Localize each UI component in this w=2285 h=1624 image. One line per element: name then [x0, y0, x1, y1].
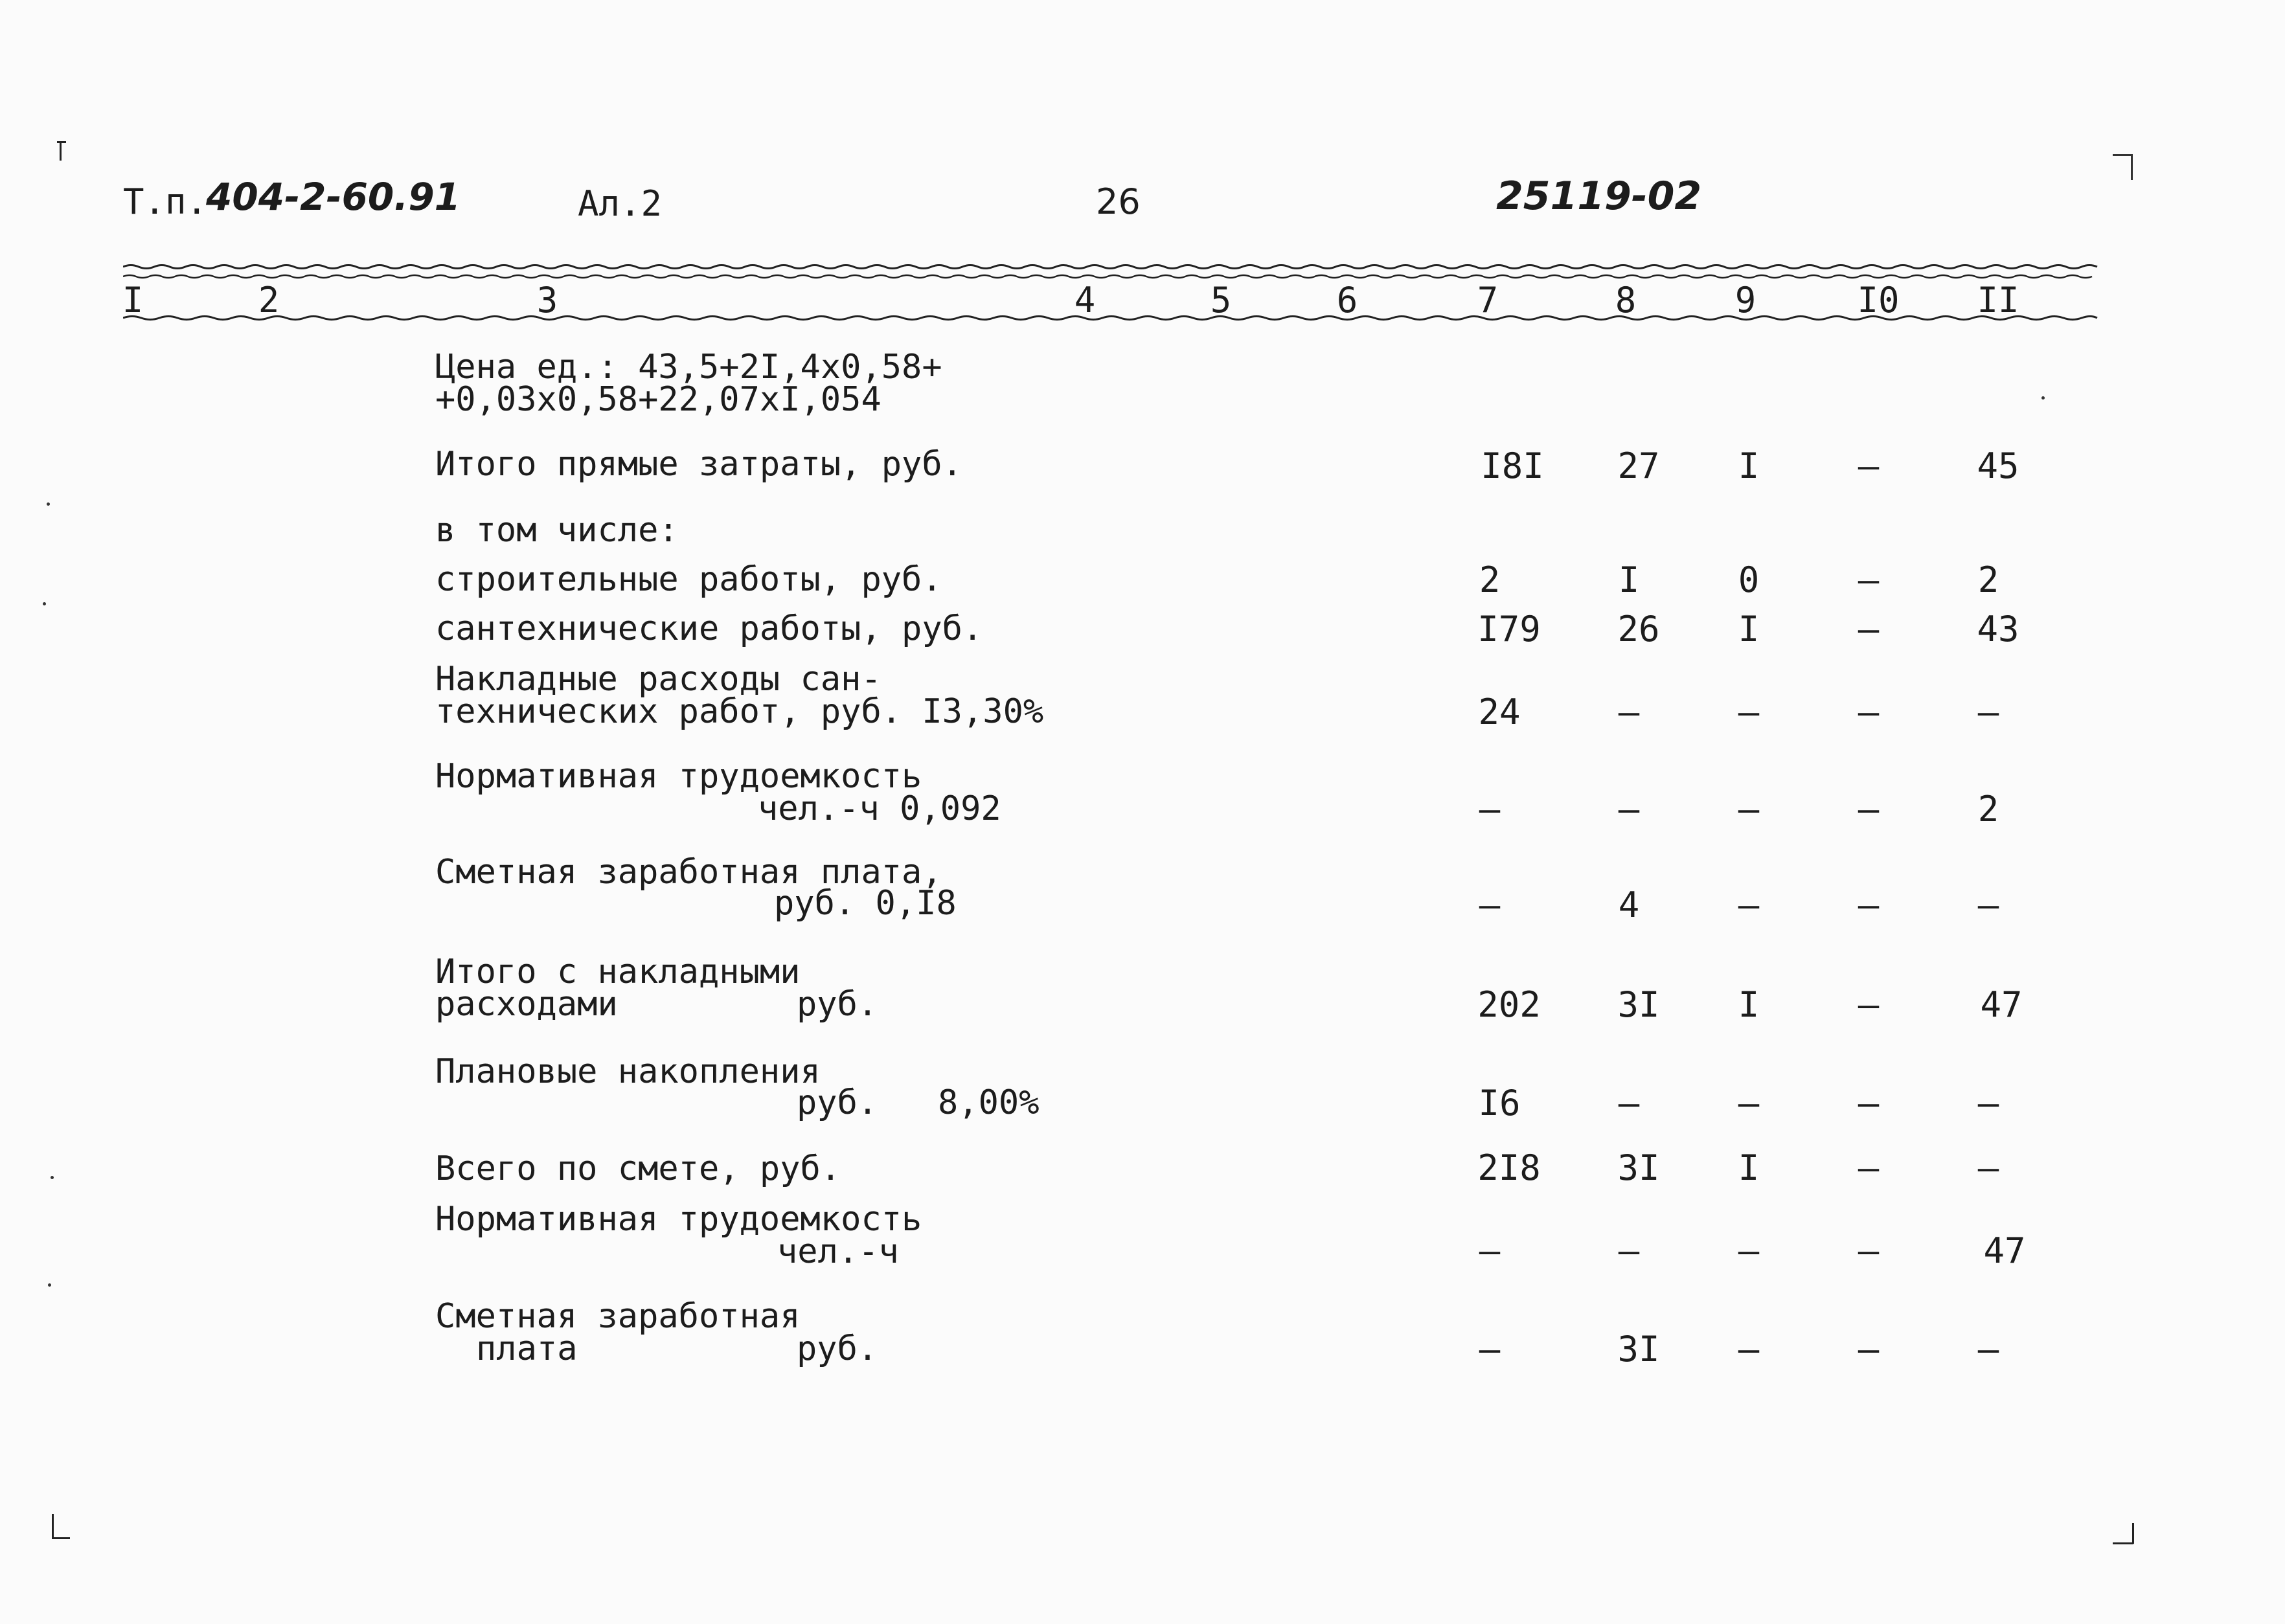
column-number: I0 [1857, 280, 1900, 321]
value-col8: 4 [1618, 885, 1640, 925]
value-col8: 3I [1617, 1329, 1660, 1370]
value-col9: – [1738, 692, 1760, 732]
value-col10: – [1858, 1329, 1880, 1370]
value-col11: 2 [1977, 559, 1999, 600]
column-number: 2 [258, 280, 280, 321]
row-label-line: строительные работы, руб. [435, 560, 942, 599]
corner-tick-top-right [2131, 154, 2133, 180]
corner-base-bottom-left [52, 1537, 70, 1539]
value-col11: – [1977, 1147, 1999, 1188]
value-col8: 26 [1617, 609, 1660, 649]
value-col8: 27 [1617, 445, 1660, 486]
value-col11: 43 [1977, 609, 2019, 649]
value-col10: – [1858, 789, 1880, 829]
row-label-line: Цена ед.: 43,5+2I,4х0,58+ [435, 348, 942, 387]
value-col7: I8I [1481, 445, 1544, 486]
value-col9: I [1738, 609, 1760, 649]
value-col7: 202 [1477, 984, 1541, 1025]
row-label-line: руб. [797, 1083, 878, 1122]
value-col9: – [1738, 789, 1760, 829]
value-col11: 47 [1980, 984, 2023, 1025]
value-col7: 2I8 [1477, 1147, 1541, 1188]
value-col7: I79 [1477, 609, 1541, 649]
corner-mark-top-left [57, 141, 66, 169]
value-col7: 2 [1479, 559, 1501, 600]
row-label-line: +0,03х0,58+22,07хI,054 [435, 380, 881, 419]
row-label-line: руб. [797, 1329, 878, 1368]
doc-prefix: Т.п. [123, 181, 208, 222]
value-col9: – [1738, 1329, 1760, 1370]
column-number: 3 [536, 280, 558, 321]
corner-mark-bottom-right [2132, 1523, 2134, 1544]
row-label-line: Итого прямые затраты, руб. [435, 445, 962, 484]
value-col7: – [1479, 789, 1501, 829]
row-label-line: Нормативная трудоемкость [435, 757, 922, 796]
value-col10: – [1858, 1230, 1880, 1271]
value-col10: – [1858, 984, 1880, 1025]
value-col9: I [1738, 445, 1760, 486]
column-number: 4 [1074, 280, 1096, 321]
column-number: I [122, 280, 144, 321]
value-col9: I [1738, 1147, 1760, 1188]
row-label-line: чел.-ч [777, 1232, 899, 1271]
row-label-line: технических работ, руб. I3,30% [435, 692, 1044, 731]
row-label-line: Итого с накладными [435, 953, 801, 991]
corner-base-bottom-right [2113, 1542, 2133, 1544]
row-label-line: руб. 0,I8 [774, 884, 957, 923]
value-col11: – [1977, 1329, 1999, 1370]
margin-speck [51, 1176, 54, 1179]
value-col8: – [1618, 1230, 1640, 1271]
corner-mark-bottom-left [52, 1514, 54, 1539]
value-col8: – [1618, 1083, 1640, 1123]
value-col9: – [1738, 885, 1760, 925]
value-col9: – [1738, 1083, 1760, 1123]
row-label-line: руб. [797, 985, 878, 1024]
value-col10: – [1858, 609, 1880, 649]
row-label-line: Накладные расходы сан- [435, 660, 881, 699]
value-col7: I6 [1478, 1083, 1521, 1123]
margin-speck [47, 502, 50, 506]
value-col11: – [1977, 692, 1999, 732]
row-label-line: плата [476, 1329, 578, 1368]
doc-code-handwritten: 404-2-60.91 [206, 175, 461, 219]
row-label-line: сантехнические работы, руб. [435, 609, 983, 648]
table-top-rule [123, 262, 2098, 271]
value-col8: I [1618, 559, 1640, 600]
value-col9: – [1738, 1230, 1760, 1271]
value-col11: 47 [1983, 1230, 2026, 1271]
corner-mark-top-right [2113, 154, 2132, 156]
row-label-line: Плановые накопления [435, 1052, 821, 1091]
column-number: 8 [1615, 280, 1637, 321]
value-col10: – [1858, 559, 1880, 600]
value-col11: 2 [1977, 789, 1999, 829]
corner-tick-top-left [60, 141, 62, 161]
row-label-line: в том числе: [435, 511, 679, 550]
row-label-line: расходами [435, 985, 618, 1024]
value-col8: – [1618, 692, 1640, 732]
column-number: 6 [1336, 280, 1358, 321]
value-col8: 3I [1617, 984, 1660, 1025]
row-label-line: чел.-ч 0,092 [758, 789, 1001, 828]
column-number: 5 [1210, 280, 1232, 321]
value-col11: – [1977, 885, 1999, 925]
value-col7: 24 [1478, 692, 1521, 732]
margin-speck [2041, 396, 2045, 400]
value-col10: – [1858, 692, 1880, 732]
value-col9: I [1738, 984, 1760, 1025]
value-col10: – [1858, 1083, 1880, 1123]
value-col9: 0 [1738, 559, 1760, 600]
value-col10: – [1858, 445, 1880, 486]
margin-speck [43, 602, 46, 605]
row-label-line: Всего по смете, руб. [435, 1149, 841, 1188]
value-col11: 45 [1977, 445, 2019, 486]
album-label: Ал.2 [578, 183, 663, 224]
column-number: 7 [1477, 280, 1499, 321]
row-label-line: Сметная заработная плата, [435, 853, 942, 892]
value-col7: – [1479, 1329, 1501, 1370]
value-col7: – [1479, 885, 1501, 925]
value-col8: – [1618, 789, 1640, 829]
value-col8: 3I [1617, 1147, 1660, 1188]
row-label-line: 8,00% [938, 1083, 1040, 1122]
registration-number-handwritten: 25119-02 [1496, 174, 1702, 219]
row-label-line: Сметная заработная [435, 1297, 801, 1336]
value-col10: – [1858, 1147, 1880, 1188]
value-col10: – [1858, 885, 1880, 925]
column-number: II [1977, 280, 2019, 321]
page-number: 26 [1096, 181, 1141, 222]
value-col7: – [1479, 1230, 1501, 1271]
column-number: 9 [1734, 280, 1756, 321]
row-label-line: Нормативная трудоемкость [435, 1200, 922, 1239]
margin-speck [48, 1283, 51, 1287]
value-col11: – [1977, 1083, 1999, 1123]
